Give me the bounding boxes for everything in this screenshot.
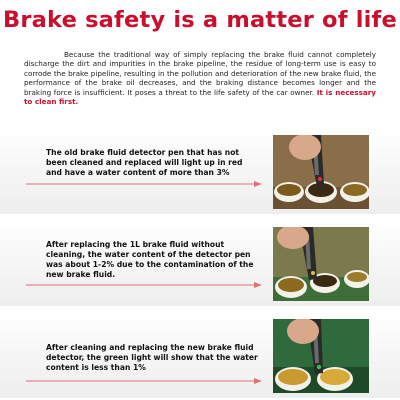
step-3-text: After cleaning and replacing the new brake fluid detector, the green light will show that the water content is less than 1% [46, 343, 258, 372]
intro-highlight: It is necessary to clean first. [24, 87, 376, 107]
step-2-arrow [26, 281, 262, 289]
intro-body: Because the traditional way of simply replacing the brake fluid cannot completely discharge the dirt and impurities in the brake pipeline, the residue of long-term use is easy to corrode the brake pipeline, resulting in the pollution and deterioration of the new brake fluid, the performance of the brake oil decreases, and the braking distance becomes longer and the braking force is insufficient. It poses a threat to the life safety of the car owner. [24, 50, 376, 97]
step-1-text: The old brake fluid detector pen that has not been cleaned and replaced will light up in red and have a water content of more than 3% [46, 148, 243, 177]
step-1-arrow [26, 180, 262, 188]
step-1-photo [273, 135, 369, 209]
step-3-arrow [26, 377, 262, 385]
step-2-text: After replacing the 1L brake fluid without cleaning, the water content of the detector pen was about 1-2% due to the contamination of the new brake fluid. [46, 240, 254, 279]
step-2-photo [273, 227, 369, 301]
intro-paragraph [24, 50, 376, 106]
page-title: Brake safety is a matter of life [3, 7, 397, 33]
step-3-photo [273, 319, 369, 393]
